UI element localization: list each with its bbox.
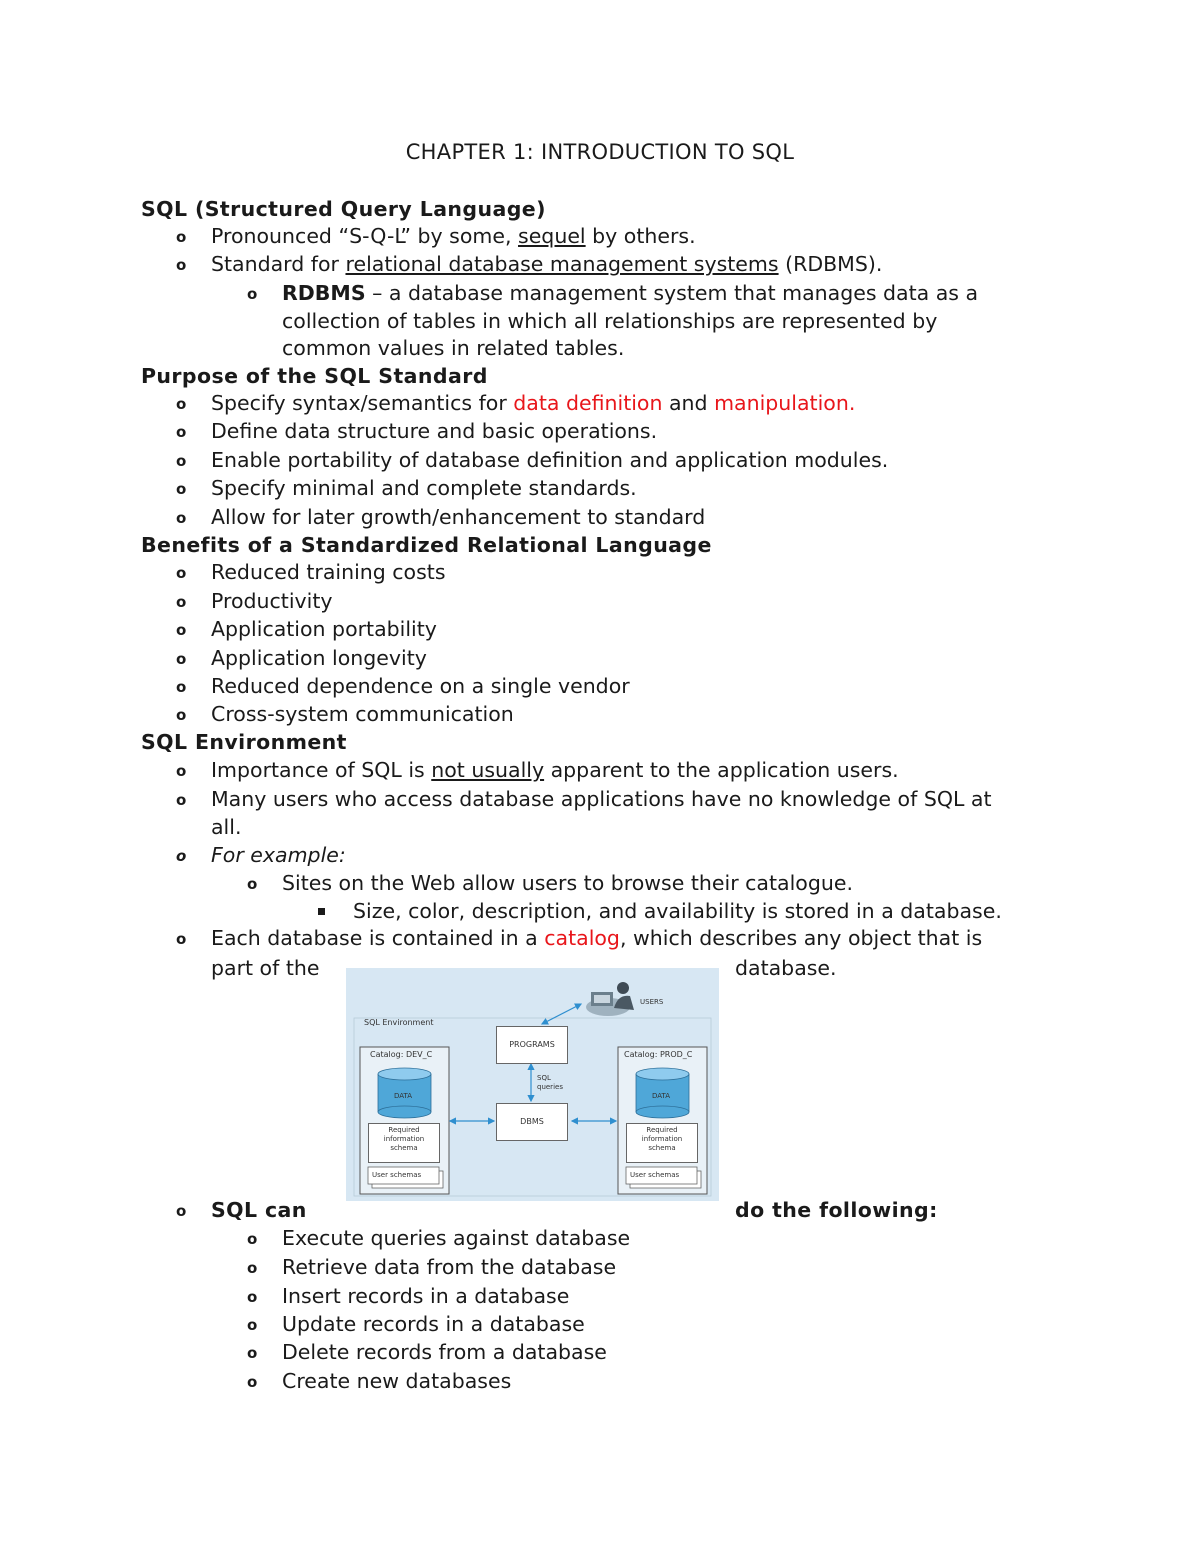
left-catalog-label: Catalog: DEV_C bbox=[370, 1050, 433, 1059]
bullet-icon: o bbox=[176, 650, 187, 668]
bullet-icon: o bbox=[176, 791, 187, 809]
page-title: CHAPTER 1: INTRODUCTION TO SQL bbox=[405, 140, 795, 164]
list-item-continuation: collection of tables in which all relationships are represented by bbox=[282, 309, 938, 333]
list-item: Specify syntax/semantics for data definition and manipulation. bbox=[211, 391, 856, 415]
list-item: Allow for later growth/enhancement to standard bbox=[211, 505, 706, 529]
bullet-icon: o bbox=[247, 1230, 258, 1248]
right-catalog-label: Catalog: PROD_C bbox=[624, 1050, 693, 1059]
list-item: For example: bbox=[211, 843, 346, 867]
bullet-icon: o bbox=[176, 621, 187, 639]
bullet-icon: o bbox=[176, 423, 187, 441]
bullet-icon: o bbox=[176, 706, 187, 724]
section-heading-environment: SQL Environment bbox=[141, 730, 347, 754]
list-item: Productivity bbox=[211, 589, 333, 613]
list-item: Pronounced “S-Q-L” by some, sequel by others. bbox=[211, 224, 696, 248]
bullet-icon: o bbox=[247, 1344, 258, 1362]
figure-users-label: USERS bbox=[640, 998, 664, 1006]
data-label: DATA bbox=[394, 1092, 413, 1100]
list-item: Importance of SQL is not usually apparent to the application users. bbox=[211, 758, 899, 782]
sql-environment-figure bbox=[346, 968, 719, 1201]
list-item: Standard for relational database management systems (RDBMS). bbox=[211, 252, 883, 276]
programs-box: PROGRAMS bbox=[496, 1026, 568, 1064]
list-item: SQL can bbox=[211, 1198, 307, 1222]
list-item: Execute queries against database bbox=[282, 1226, 631, 1250]
list-item: Create new databases bbox=[282, 1369, 512, 1393]
section-heading-sql: SQL (Structured Query Language) bbox=[141, 197, 546, 221]
bullet-icon: o bbox=[247, 1316, 258, 1334]
list-item: Reduced training costs bbox=[211, 560, 446, 584]
list-item: Retrieve data from the database bbox=[282, 1255, 617, 1279]
figure-env-label: SQL Environment bbox=[364, 1018, 434, 1027]
list-item: Define data structure and basic operations. bbox=[211, 419, 658, 443]
bullet-icon: o bbox=[176, 930, 187, 948]
list-item: Delete records from a database bbox=[282, 1340, 607, 1364]
list-item: Sites on the Web allow users to browse their catalogue. bbox=[282, 871, 853, 895]
list-item: Insert records in a database bbox=[282, 1284, 570, 1308]
list-item-continuation: all. bbox=[211, 815, 242, 839]
bullet-icon: o bbox=[176, 256, 187, 274]
list-item: Enable portability of database definition and application modules. bbox=[211, 448, 889, 472]
section-heading-benefits: Benefits of a Standardized Relational Language bbox=[141, 533, 712, 557]
list-item: Size, color, description, and availability is stored in a database. bbox=[353, 899, 1002, 923]
bullet-icon: o bbox=[176, 1202, 187, 1220]
square-bullet-icon bbox=[318, 908, 325, 915]
list-item: Reduced dependence on a single vendor bbox=[211, 674, 630, 698]
bullet-icon: o bbox=[176, 228, 187, 246]
bullet-icon: o bbox=[176, 678, 187, 696]
list-item-continuation: part of the bbox=[211, 956, 320, 980]
bullet-icon: o bbox=[176, 593, 187, 611]
bullet-icon: o bbox=[176, 847, 187, 865]
bullet-icon: o bbox=[247, 1288, 258, 1306]
user-schemas-label: User schemas bbox=[372, 1171, 422, 1179]
bullet-icon: o bbox=[176, 480, 187, 498]
bullet-icon: o bbox=[176, 564, 187, 582]
list-item: Many users who access database applications have no knowledge of SQL at bbox=[211, 787, 992, 811]
bullet-icon: o bbox=[247, 285, 258, 303]
bullet-icon: o bbox=[247, 875, 258, 893]
bullet-icon: o bbox=[176, 509, 187, 527]
list-item: Each database is contained in a catalog, which describes any object that is bbox=[211, 926, 983, 950]
bullet-icon: o bbox=[176, 395, 187, 413]
list-item: Application longevity bbox=[211, 646, 427, 670]
bullet-icon: o bbox=[176, 452, 187, 470]
user-computer-icon bbox=[586, 982, 634, 1016]
bullet-icon: o bbox=[176, 762, 187, 780]
section-heading-purpose: Purpose of the SQL Standard bbox=[141, 364, 488, 388]
bullet-icon: o bbox=[247, 1373, 258, 1391]
list-item-continuation: common values in related tables. bbox=[282, 336, 625, 360]
list-item: Specify minimal and complete standards. bbox=[211, 476, 637, 500]
bullet-icon: o bbox=[247, 1259, 258, 1277]
required-schema-box: Required information schema bbox=[626, 1123, 698, 1163]
data-label: DATA bbox=[652, 1092, 671, 1100]
required-schema-box: Required information schema bbox=[368, 1123, 440, 1163]
rdbms-link-text: relational database management systems bbox=[345, 252, 779, 276]
list-item-continuation: database. bbox=[735, 956, 837, 980]
list-item: Application portability bbox=[211, 617, 437, 641]
user-schemas-label: User schemas bbox=[630, 1171, 680, 1179]
list-item-continuation: do the following: bbox=[735, 1198, 938, 1222]
list-item: RDBMS – a database management system that manages data as a bbox=[282, 281, 979, 305]
list-item: Cross-system communication bbox=[211, 702, 514, 726]
sequel-link-text: sequel bbox=[518, 224, 586, 248]
sql-queries-label: SQL bbox=[537, 1074, 551, 1082]
sql-queries-label: queries bbox=[537, 1083, 563, 1091]
list-item: Update records in a database bbox=[282, 1312, 585, 1336]
dbms-box: DBMS bbox=[496, 1103, 568, 1141]
